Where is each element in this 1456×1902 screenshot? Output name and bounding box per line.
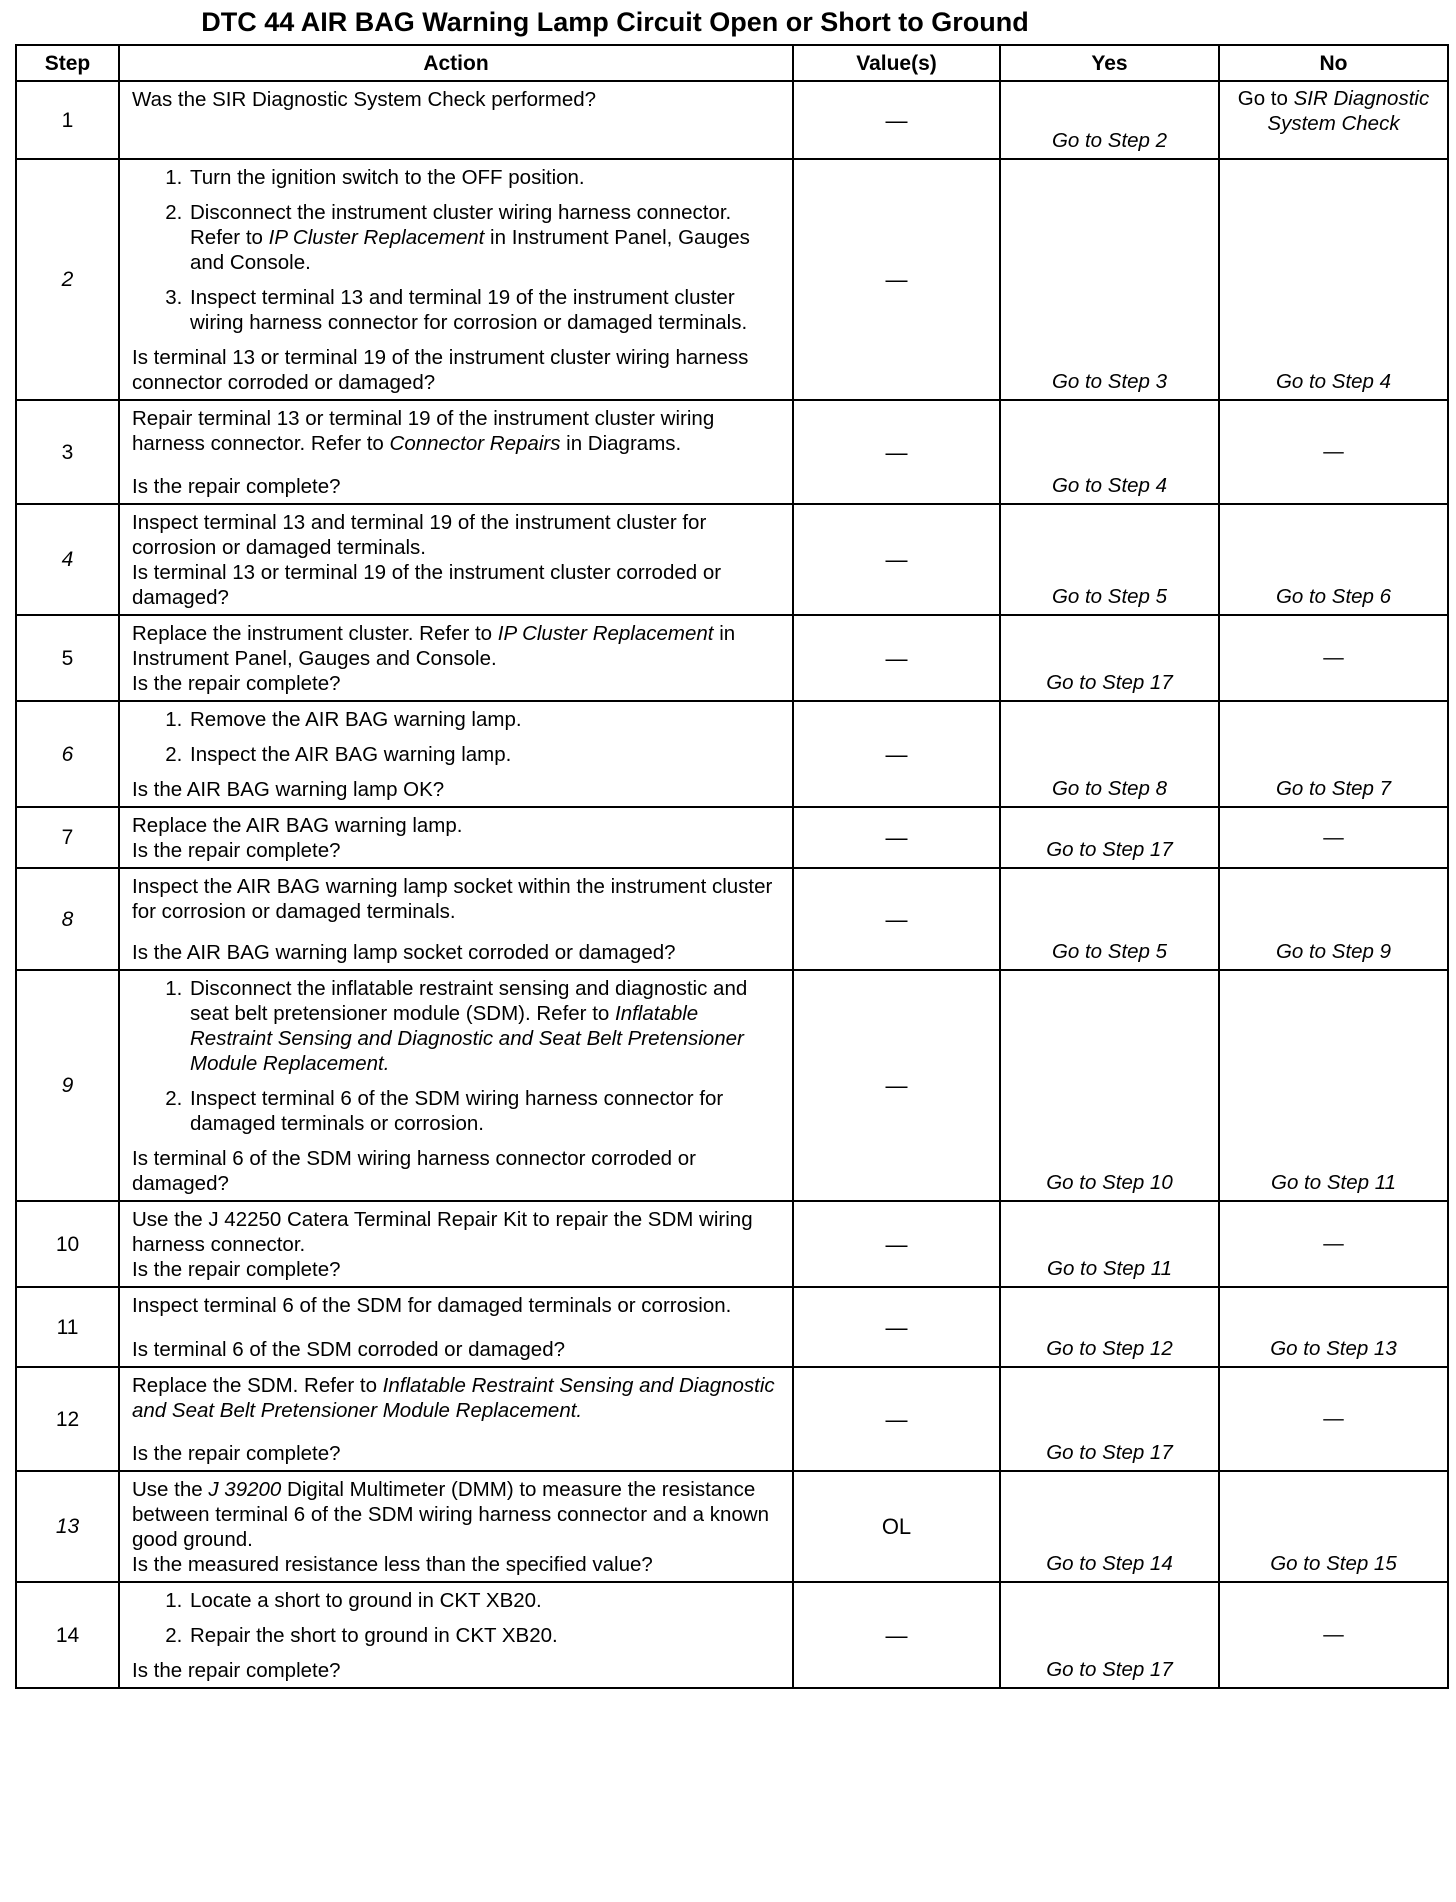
yes-cell: Go to Step 14 — [1000, 1471, 1219, 1582]
step-number: 7 — [16, 807, 119, 868]
action-instructions — [132, 813, 782, 838]
action-instructions — [132, 510, 782, 560]
table-row — [16, 701, 1448, 807]
step-number: 5 — [16, 615, 119, 701]
text-run: Was the SIR Diagnostic System Check performed? — [132, 88, 597, 111]
text-run: Is terminal 13 or terminal 19 of the instrument cluster wiring harness connector corroded or damaged? — [132, 346, 749, 394]
action-question — [132, 1257, 782, 1282]
action-paragraph — [132, 1477, 782, 1552]
yes-cell: Go to Step 10 — [1000, 970, 1219, 1201]
table-row — [16, 504, 1448, 615]
no-cell: Go to Step 9 — [1219, 868, 1448, 970]
text-run: Is terminal 6 of the SDM corroded or damaged? — [132, 1338, 565, 1361]
text-run: Is the repair complete? — [132, 1258, 341, 1281]
substep-item — [188, 285, 782, 335]
text-run: Is the repair complete? — [132, 475, 341, 498]
step-number: 12 — [16, 1367, 119, 1471]
reference-text: IP Cluster Replacement — [497, 622, 714, 645]
text-run: Is the repair complete? — [132, 672, 341, 695]
value-cell: — — [793, 701, 1000, 807]
action-cell — [119, 868, 793, 970]
text-run: Replace the AIR BAG warning lamp. — [132, 814, 463, 837]
yes-cell: Go to Step 11 — [1000, 1201, 1219, 1287]
action-content — [132, 707, 782, 802]
text-run: Turn the ignition switch to the OFF position. — [190, 166, 585, 189]
no-cell: Go to Step 13 — [1219, 1287, 1448, 1367]
value-cell: — — [793, 868, 1000, 970]
action-cell — [119, 1367, 793, 1471]
action-cell — [119, 159, 793, 400]
yes-cell: Go to Step 17 — [1000, 1582, 1219, 1688]
table-row — [16, 1582, 1448, 1688]
text-run: Is terminal 13 or terminal 19 of the instrument cluster corroded or damaged? — [132, 561, 722, 609]
action-content — [132, 1477, 782, 1577]
table-row — [16, 1201, 1448, 1287]
no-cell: — — [1219, 1367, 1448, 1471]
action-paragraph — [132, 1293, 782, 1318]
action-cell — [119, 807, 793, 868]
text-run: Disconnect the instrument cluster wiring harness connector. Refer to — [190, 201, 732, 249]
no-cell: — — [1219, 1201, 1448, 1287]
action-cell — [119, 1287, 793, 1367]
action-question — [132, 940, 782, 965]
value-cell: — — [793, 807, 1000, 868]
text-run: Locate a short to ground in CKT XB20. — [190, 1589, 542, 1612]
step-number: 1 — [16, 81, 119, 159]
text-run: Inspect terminal 6 of the SDM wiring harness connector for damaged terminals or corrosion. — [190, 1087, 724, 1135]
action-instructions — [132, 1373, 782, 1423]
column-header-yes: Yes — [1000, 45, 1219, 81]
action-instructions — [132, 1477, 782, 1552]
reference-text: Inflatable Restraint Sensing and Diagnostic and Seat Belt Pretensioner Module Replacement. — [132, 1374, 775, 1422]
action-paragraph — [132, 621, 782, 671]
substep-item — [188, 742, 782, 767]
yes-cell: Go to Step 8 — [1000, 701, 1219, 807]
no-cell: — — [1219, 807, 1448, 868]
table-row — [16, 1287, 1448, 1367]
action-content — [132, 1293, 782, 1362]
action-cell — [119, 504, 793, 615]
no-cell: Go to Step 15 — [1219, 1471, 1448, 1582]
text-run: Replace the instrument cluster. Refer to — [132, 622, 498, 645]
action-cell — [119, 615, 793, 701]
step-number: 14 — [16, 1582, 119, 1688]
table-row — [16, 868, 1448, 970]
action-paragraph — [132, 1207, 782, 1257]
no-cell: Go to Step 11 — [1219, 970, 1448, 1201]
action-paragraph — [132, 406, 782, 456]
action-question — [132, 1337, 782, 1362]
text-run: Inspect terminal 6 of the SDM for damaged terminals or corrosion. — [132, 1294, 732, 1317]
action-content — [132, 1373, 782, 1466]
action-instructions — [132, 707, 782, 777]
substep-item — [188, 707, 782, 732]
column-header-action: Action — [119, 45, 793, 81]
column-header-values: Value(s) — [793, 45, 1000, 81]
reference-text: J 39200 — [208, 1478, 282, 1501]
action-cell — [119, 400, 793, 504]
action-paragraph — [132, 813, 782, 838]
substep-list — [132, 1588, 782, 1648]
action-question — [132, 1552, 782, 1577]
action-question — [132, 345, 782, 395]
text-run: Disconnect the inflatable restraint sensing and diagnostic and seat belt pretensioner module (SDM). Refer to — [190, 977, 748, 1025]
step-number: 11 — [16, 1287, 119, 1367]
no-cell — [1219, 81, 1448, 159]
step-number: 9 — [16, 970, 119, 1201]
no-cell: Go to Step 6 — [1219, 504, 1448, 615]
text-run: Is terminal 6 of the SDM wiring harness connector corroded or damaged? — [132, 1147, 697, 1195]
no-cell: — — [1219, 1582, 1448, 1688]
no-cell: Go to Step 4 — [1219, 159, 1448, 400]
action-instructions — [132, 87, 782, 112]
action-cell — [119, 81, 793, 159]
action-paragraph — [132, 874, 782, 924]
page-title: DTC 44 AIR BAG Warning Lamp Circuit Open or Short to Ground — [201, 7, 1029, 37]
action-instructions — [132, 1293, 782, 1318]
action-instructions — [132, 165, 782, 345]
action-instructions — [132, 976, 782, 1146]
value-cell: — — [793, 1367, 1000, 1471]
text-run: Use the J 42250 Catera Terminal Repair Kit to repair the SDM wiring harness connector. — [132, 1208, 753, 1256]
substep-item — [188, 200, 782, 275]
text-run: Inspect the AIR BAG warning lamp socket within the instrument cluster for corrosion or damaged terminals. — [132, 875, 773, 923]
substep-list — [132, 707, 782, 767]
column-header-no: No — [1219, 45, 1448, 81]
text-run: Is the AIR BAG warning lamp OK? — [132, 778, 445, 801]
yes-cell: Go to Step 17 — [1000, 615, 1219, 701]
action-content — [132, 165, 782, 395]
value-cell: — — [793, 81, 1000, 159]
yes-cell: Go to Step 5 — [1000, 868, 1219, 970]
action-content — [132, 976, 782, 1196]
value-cell: — — [793, 1582, 1000, 1688]
action-paragraph — [132, 510, 782, 560]
text-run: Is the repair complete? — [132, 839, 341, 862]
value-cell: — — [793, 504, 1000, 615]
substep-list — [132, 976, 782, 1136]
substep-item — [188, 1086, 782, 1136]
value-cell: — — [793, 970, 1000, 1201]
action-content — [132, 406, 782, 499]
no-cell: — — [1219, 615, 1448, 701]
yes-cell: Go to Step 17 — [1000, 1367, 1219, 1471]
table-header-row — [16, 45, 1448, 81]
value-cell: — — [793, 1287, 1000, 1367]
substep-item — [188, 1623, 782, 1648]
text-run: Inspect terminal 13 and terminal 19 of the instrument cluster wiring harness connector for corrosion or damaged terminals. — [190, 286, 748, 334]
value-cell: — — [793, 159, 1000, 400]
text-run: Go to — [1237, 87, 1294, 110]
table-body — [16, 81, 1448, 1688]
action-cell — [119, 1471, 793, 1582]
step-number: 13 — [16, 1471, 119, 1582]
no-cell: — — [1219, 400, 1448, 504]
table-row — [16, 807, 1448, 868]
yes-cell: Go to Step 4 — [1000, 400, 1219, 504]
column-header-step: Step — [16, 45, 119, 81]
value-cell: — — [793, 615, 1000, 701]
yes-cell: Go to Step 3 — [1000, 159, 1219, 400]
substep-item — [188, 976, 782, 1076]
value-cell: OL — [793, 1471, 1000, 1582]
action-instructions — [132, 1588, 782, 1658]
text-run: Inspect terminal 13 and terminal 19 of the instrument cluster for corrosion or damaged terminals. — [132, 511, 707, 559]
substep-item — [188, 1588, 782, 1613]
text-run: Replace the SDM. Refer to — [132, 1374, 383, 1397]
table-row — [16, 1367, 1448, 1471]
text-run: in Diagrams. — [560, 432, 682, 455]
text-run: in Instrument Panel, Gauges and Console. — [190, 226, 750, 274]
text-run: Repair the short to ground in CKT XB20. — [190, 1624, 558, 1647]
action-question — [132, 671, 782, 696]
action-paragraph — [132, 87, 782, 112]
substep-list — [132, 165, 782, 335]
step-number: 3 — [16, 400, 119, 504]
action-content — [132, 813, 782, 863]
step-number: 8 — [16, 868, 119, 970]
action-cell — [119, 1201, 793, 1287]
action-question — [132, 838, 782, 863]
substep-item — [188, 165, 782, 190]
reference-text: Inflatable Restraint Sensing and Diagnostic and Seat Belt Pretensioner Module Replacement. — [190, 1002, 744, 1075]
step-number: 4 — [16, 504, 119, 615]
reference-text: IP Cluster Replacement — [268, 226, 485, 249]
step-number: 2 — [16, 159, 119, 400]
yes-cell: Go to Step 2 — [1000, 81, 1219, 159]
action-question — [132, 1658, 782, 1683]
text-run: Is the repair complete? — [132, 1659, 341, 1682]
action-cell — [119, 701, 793, 807]
action-question — [132, 1146, 782, 1196]
text-run: Remove the AIR BAG warning lamp. — [190, 708, 522, 731]
step-number: 6 — [16, 701, 119, 807]
action-question — [132, 1441, 782, 1466]
table-row — [16, 1471, 1448, 1582]
text-run: in Instrument Panel, Gauges and Console. — [132, 622, 736, 670]
value-cell: — — [793, 1201, 1000, 1287]
text-run: Is the repair complete? — [132, 1442, 341, 1465]
action-cell — [119, 970, 793, 1201]
no-cell: Go to Step 7 — [1219, 701, 1448, 807]
table-row — [16, 159, 1448, 400]
action-instructions — [132, 621, 782, 671]
reference-text: SIR — [1293, 87, 1328, 110]
action-instructions — [132, 874, 782, 924]
action-content — [132, 621, 782, 696]
action-question — [132, 474, 782, 499]
table-row — [16, 615, 1448, 701]
yes-cell: Go to Step 17 — [1000, 807, 1219, 868]
text-run: Diagnostic System Check — [1267, 87, 1430, 135]
text-run: Is the measured resistance less than the specified value? — [132, 1553, 653, 1576]
action-content — [132, 510, 782, 610]
action-paragraph — [132, 1373, 782, 1423]
diagnostic-table — [15, 44, 1449, 1689]
step-number: 10 — [16, 1201, 119, 1287]
action-content — [132, 874, 782, 965]
action-instructions — [132, 406, 782, 456]
table-row — [16, 81, 1448, 159]
text-run: Digital Multimeter (DMM) to measure the resistance between terminal 6 of the SDM wiring harness connector and a known good ground. — [132, 1478, 769, 1551]
action-content — [132, 1588, 782, 1683]
action-content — [132, 87, 782, 154]
action-question — [132, 777, 782, 802]
reference-text: Connector Repairs — [389, 432, 561, 455]
text-run: Use the — [132, 1478, 209, 1501]
value-cell: — — [793, 400, 1000, 504]
table-row — [16, 400, 1448, 504]
table-row — [16, 970, 1448, 1201]
yes-cell: Go to Step 5 — [1000, 504, 1219, 615]
text-run: Inspect the AIR BAG warning lamp. — [190, 743, 512, 766]
action-question — [132, 560, 782, 610]
action-content — [132, 1207, 782, 1282]
action-cell — [119, 1582, 793, 1688]
text-run: Is the AIR BAG warning lamp socket corroded or damaged? — [132, 941, 676, 964]
action-instructions — [132, 1207, 782, 1257]
yes-cell: Go to Step 12 — [1000, 1287, 1219, 1367]
text-run: Repair terminal 13 or terminal 19 of the instrument cluster wiring harness connector. Refer to — [132, 407, 715, 455]
